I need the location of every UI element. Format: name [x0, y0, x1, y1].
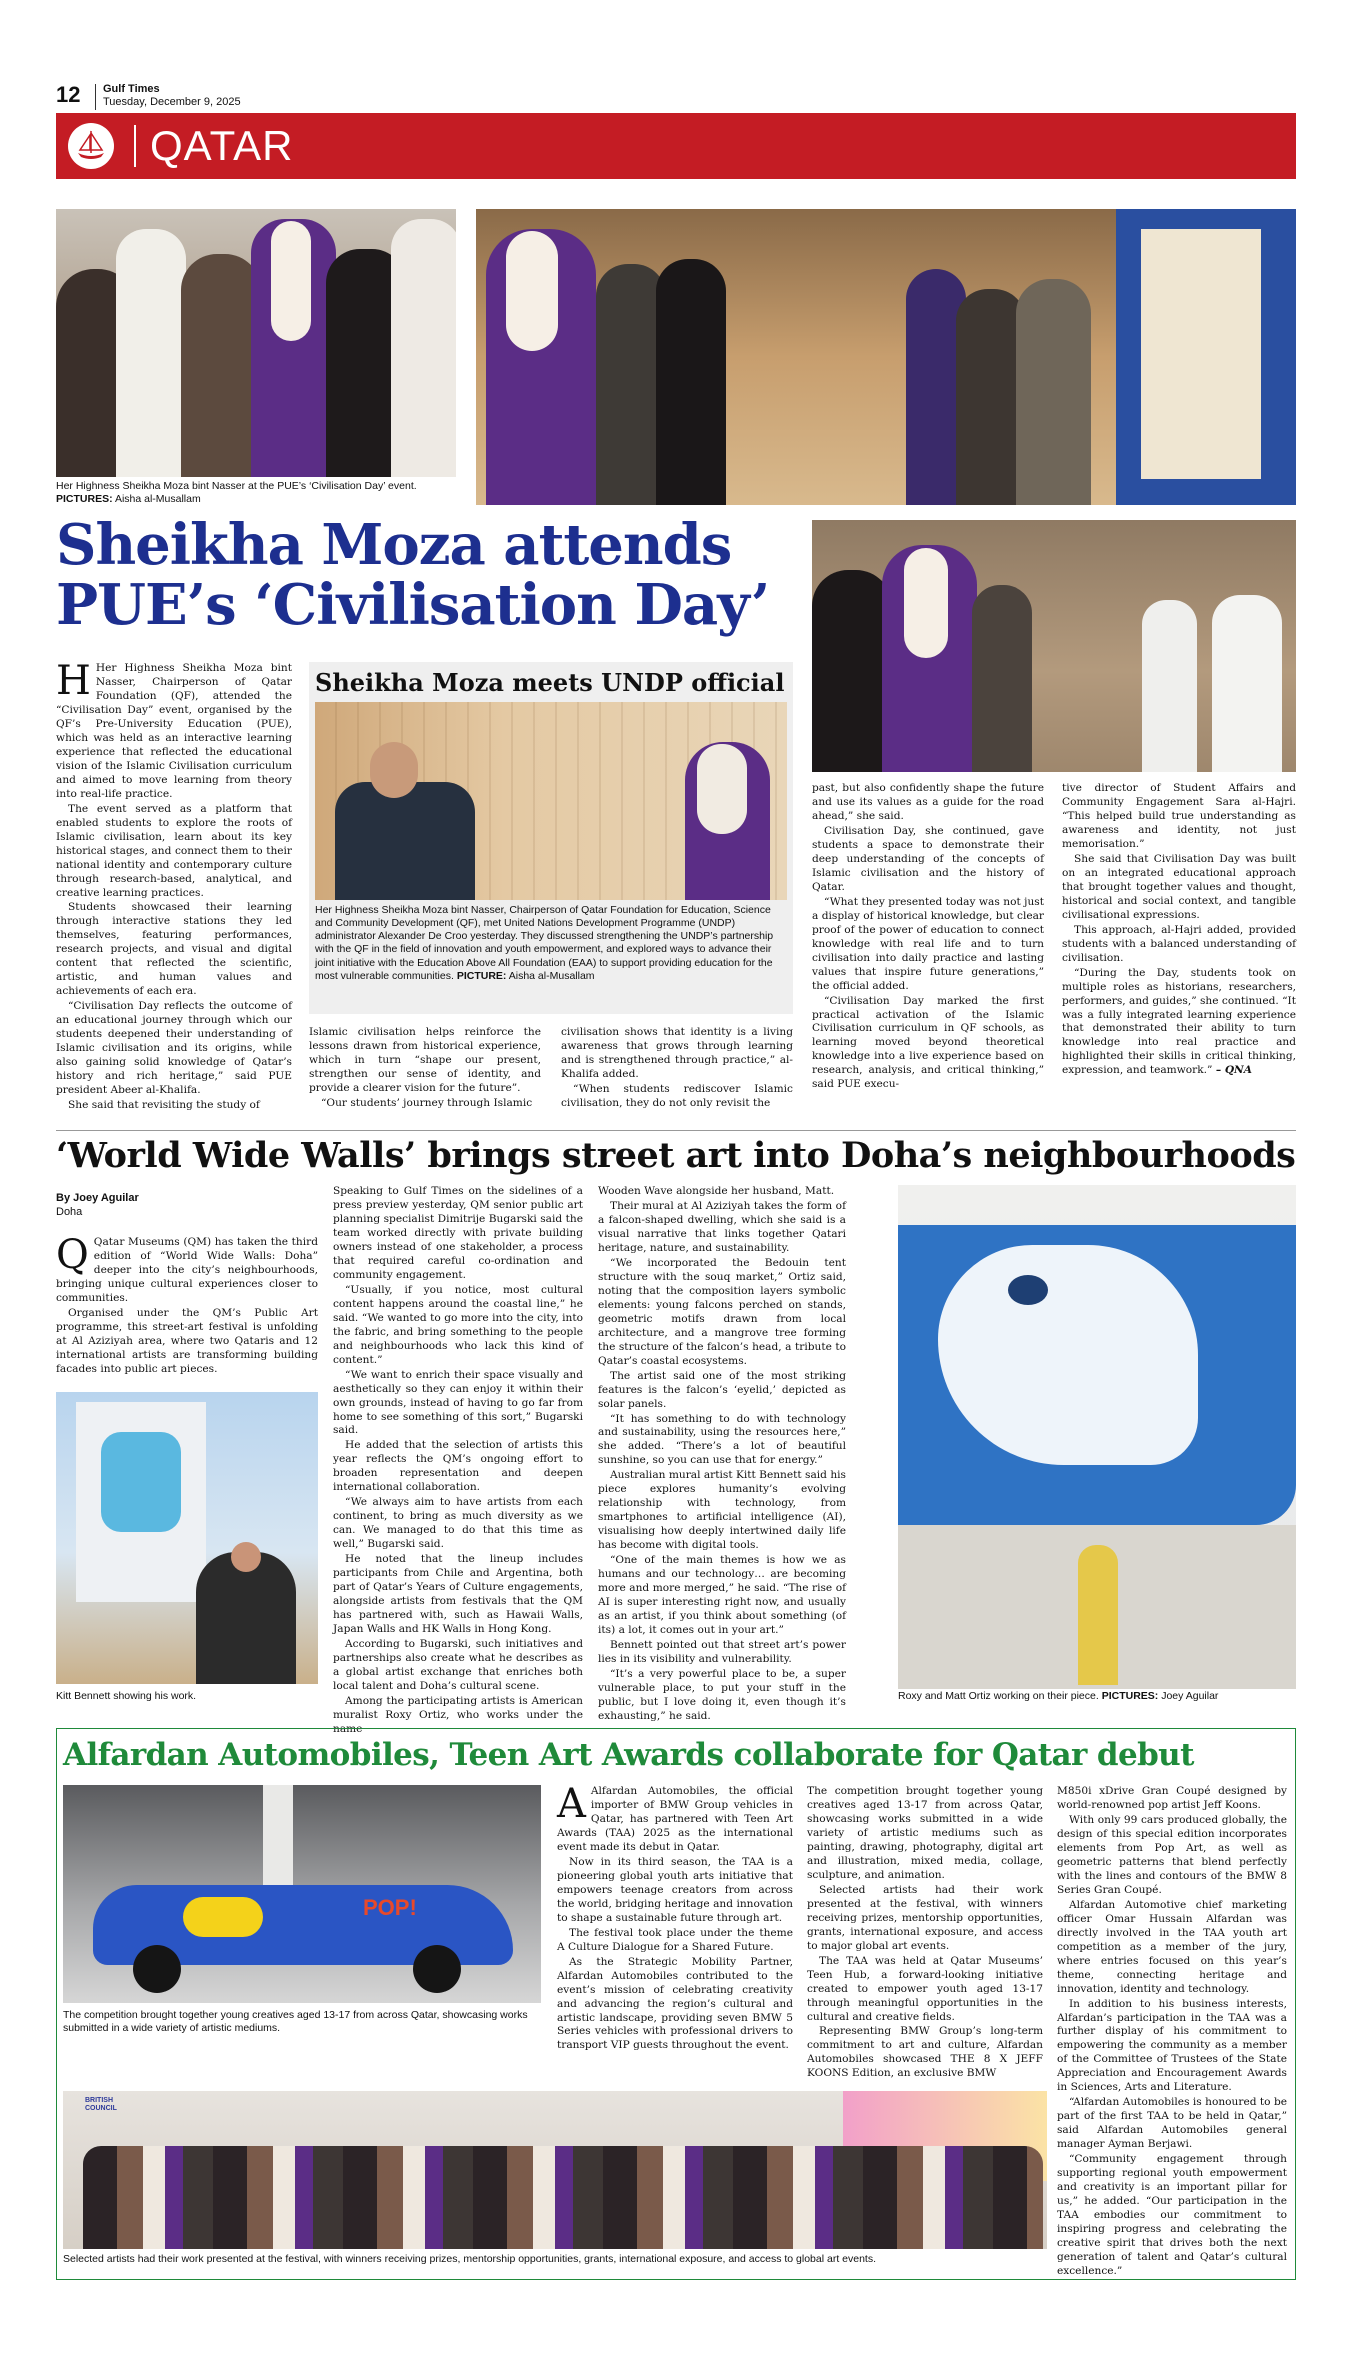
paragraph: “Civilisation Day marked the first practical activation of the Islamic Civilisation curriculum in QF schools, as learning moved beyond theoretical knowledge into a live experience based on research, analysis, and critical thinking,” said PUE execu-	[812, 994, 1044, 1091]
signoff: – QNA	[1215, 1064, 1252, 1077]
article3-headline: Alfardan Automobiles, Teen Art Awards collaborate for Qatar debut	[63, 1737, 1194, 1773]
ortiz-caption	[898, 1690, 1296, 1703]
paragraph: Speaking to Gulf Times on the sidelines of a press preview yesterday, QM senior public art planning specialist Dimitrije Bugarski said the team worked directly with private building owners instead of one stakeholder, a process that required careful co-ordination and community engagement.	[333, 1185, 583, 1281]
paragraph: Wooden Wave alongside her husband, Matt.	[598, 1185, 835, 1197]
paragraph: The event served as a platform that enabled students to explore the roots of Islamic civilisation, learn about its key historical stages, and connect them to their national identity and contemporary culture through research-based, analytical, and creative learning practices.	[56, 802, 292, 899]
paragraph: The artist said one of the most striking features is the falcon’s ‘eyelid,’ depicted as solar panels.	[598, 1369, 846, 1410]
dateline: Doha	[56, 1206, 83, 1218]
alfardan-box	[56, 1728, 1296, 2280]
paragraph: “Alfardan Automobiles is honoured to be part of the first TAA to be held in Qatar,” said Alfardan Automobiles general manager Ayman Berjawi.	[1057, 2096, 1287, 2151]
credit-name: Joey Aguilar	[1161, 1690, 1219, 1702]
sidebar-caption-text: Her Highness Sheikha Moza bint Nasser, Chairperson of Qatar Foundation for Education, Science and Community Development (QF), met United Nations Development Programme (UNDP) administrator Alexander De Croo yesterday. They discussed strengthening the UNDP’s partnership with the QF in the field of innovation and youth empowerment, and explored ways to advance their joint initiative with the Education Above All Foundation (EAA) to support providing education for the most vulnerable communities.	[315, 904, 774, 982]
sidebar-credit-label: PICTURE:	[456, 969, 507, 982]
page-number: 12	[56, 82, 81, 107]
paragraph: Students showcased their learning through interactive stations they led themselves, featuring performances, research projects, and visual and digital content that reflected the scientific, artistic, and human values and achievements of each era.	[56, 901, 292, 998]
paragraph: “During the Day, students took on multiple roles as historians, researchers, performers, and guides,” she continued. “It was a fully integrated learning experience that demonstrated their ability to turn knowledge into real practice and highlighted their skills in critical thinking, expression, and teamwork.” – QNA	[1062, 966, 1296, 1077]
credit-name: Aisha al-Musallam	[114, 493, 201, 506]
paragraph: “It has something to do with technology and sustainability, using the resources here,” she added. “There’s a lot of beautiful sunshine, so you can use that for energy.”	[598, 1412, 846, 1467]
article1-headline	[56, 512, 816, 638]
article2-col1	[56, 1232, 318, 1378]
article2-col3	[598, 1185, 846, 1725]
paragraph: A Alfardan Automobiles, the official importer of BMW Group vehicles in Qatar, has partnered with Teen Art Awards (TAA) 2025 as the international event made its debut in Qatar.	[557, 1781, 793, 1853]
credit-label: PICTURES:	[1101, 1690, 1159, 1702]
article1-col3	[561, 1026, 793, 1112]
paragraph: tive director of Student Affairs and Community Engagement Sara al-Hajri. “This helped build true understanding as awareness and identity, not just memorisation.”	[1062, 782, 1296, 850]
caption-text: Her Highness Sheikha Moza bint Nasser at the PUE’s ‘Civilisation Day’ event.	[56, 480, 417, 492]
paragraph: “Civilisation Day reflects the outcome of an educational journey through which our students deepened their understanding of Islamic civilisation and its origins, while also gaining solid knowledge of Qatar’s history and rich heritage,” said PUE president Abeer al-Khalifa.	[56, 1000, 292, 1097]
paragraph: With only 99 cars produced globally, the design of this special edition incorporates elements from Pop Art, as well as geometric patterns that blend perfectly with the lines and contours of the BMW 8 Series Gran Coupé.	[1057, 1813, 1287, 1896]
paragraph: “One of the main themes is how we as humans and our technology… are becoming more and more merged,” he said. “The rise of AI is super interesting right now, and usually as an artist, if you think about something (of its) a lot, it comes out in your art.”	[598, 1554, 846, 1637]
british-council-logo: BRITISH COUNCIL	[85, 2097, 117, 2112]
ortiz-caption-text: Roxy and Matt Ortiz working on their piece.	[898, 1690, 1099, 1702]
paragraph: Bennett pointed out that street art’s power lies in its visibility and vulnerability.	[598, 1639, 846, 1665]
article3-col1	[557, 1781, 793, 2054]
article2-divider	[56, 1130, 1296, 1131]
paragraph: According to Bugarski, such initiatives and partnerships also create what he describes as a global artist exchange that enriches both local talent and Doha’s cultural scene.	[333, 1638, 583, 1692]
kitt-bennett-photo	[56, 1392, 318, 1684]
credit-label: PICTURES:	[56, 493, 113, 506]
moza-event-photo-right	[476, 209, 1296, 505]
article3-col2	[807, 1785, 1043, 2082]
paragraph: Australian mural artist Kitt Bennett said his piece explores humanity’s evolving relationship with technology, from smartphones to artificial intelligence (AI), visualising how deeply intertwined daily life has become with digital tools.	[598, 1469, 846, 1552]
masthead-divider	[95, 84, 96, 110]
paragraph: Representing BMW Group’s long-term commitment to art and culture, Alfardan Automobiles showcased THE 8 X JEFF KOONS Edition, an exclusive BMW	[807, 2025, 1043, 2080]
moza-event-photo-left	[56, 209, 456, 477]
paragraph: past, but also confidently shape the future and use its values as a guide for the road ahead,” she said.	[812, 782, 1044, 822]
issue-date: Tuesday, December 9, 2025	[103, 96, 241, 108]
banner-divider	[134, 125, 136, 167]
undp-sidebar-box	[309, 662, 793, 1014]
paragraph: Civilisation Day, she continued, gave students a space to demonstrate their deep understanding of the concepts of Islamic civilisation and the history of Qatar.	[812, 824, 1044, 893]
article1-col5	[1062, 782, 1296, 1079]
paragraph: Islamic civilisation helps reinforce the lessons drawn from historical experience, which in turn “shape our present, strengthen our sense of identity, and provide a clearer vision for the future”.	[309, 1026, 541, 1094]
paragraph: “Our students’ journey through Islamic	[321, 1096, 533, 1109]
paragraph: H Her Highness Sheikha Moza bint Nasser, Chairperson of Qatar Foundation (QF), attended the “Civilisation Day” event, organised by the QF’s Pre-University Education (PUE), which was held as an interactive learning experience that reflected the educational vision of the Islamic Civilisation curriculum and aimed to move learning from theory into real-life practice.	[56, 658, 292, 800]
taa-group-photo	[63, 2091, 1047, 2249]
paragraph: “We incorporated the Bedouin tent structure with the souq market,” Ortiz said, noting that the composition layers symbolic elements: young falcons perched on stands, geometric motifs drawn from local architecture, and a mangrove tree forming the structure of the falcon’s head, a tribute to Qatar’s coastal ecosystems.	[598, 1256, 846, 1367]
article3-col3	[1057, 1785, 1287, 2280]
headline-line1: Sheikha Moza attends	[56, 512, 732, 578]
paragraph: civilisation shows that identity is a living awareness that grows through learning and is strengthened through practice,” al-Khalifa added.	[561, 1026, 793, 1080]
paragraph: He added that the selection of artists this year reflects the QM’s ongoing effort to broaden representation and deepen international collaboration.	[333, 1439, 583, 1494]
section-title: QATAR	[150, 122, 294, 169]
paragraph: This approach, al-Hajri added, provided students with a balanced understanding of civilisation.	[1062, 923, 1296, 964]
paragraph: “We want to enrich their space visually and aesthetically so they can enjoy it within their own grounds, instead of having to go far from home to see something of this sort,” Bugarski said.	[333, 1368, 583, 1437]
paragraph: “We always aim to have artists from each continent, to bring as much diversity as we can. We managed to do that this time as well,” Bugarski said.	[333, 1496, 583, 1551]
article1-col1	[56, 658, 292, 1114]
moza-photo-caption	[56, 480, 456, 506]
car-caption: The competition brought together young creatives aged 13-17 from across Qatar, showcasing works submitted in a wide variety of artistic mediums.	[63, 2009, 528, 2035]
paragraph: The festival took place under the theme A Culture Dialogue for a Shared Future.	[557, 1926, 793, 1953]
paragraph: “It’s a very powerful place to be, a super vulnerable place, to put your stuff in the public, but I love doing it, even though it’s exhausting,” he said.	[598, 1667, 846, 1722]
sidebar-headline: Sheikha Moza meets UNDP official	[315, 668, 785, 697]
sidebar-credit: Aisha al-Musallam	[508, 969, 595, 982]
paragraph: She said that revisiting the study of	[68, 1099, 260, 1112]
sidebar-caption	[315, 904, 785, 983]
paragraph: She said that Civilisation Day was built on an integrated educational approach that brought together values and thought, historical and social context, and tangible civilisational expressions.	[1062, 852, 1296, 921]
paragraph: “When students rediscover Islamic civilisation, they do not only revisit the	[561, 1082, 793, 1109]
paragraph: Their mural at Al Aziziyah takes the form of a falcon-shaped dwelling, which she said is a visual narrative that links together Qatari heritage, nature, and sustainability.	[598, 1199, 846, 1254]
paragraph: Among the participating artists is American muralist Roxy Ortiz, who works under the name	[333, 1694, 583, 1735]
article2-col2	[333, 1185, 583, 1738]
paragraph: Now in its third season, the TAA is a pioneering global youth arts initiative that empowers teenage creators from across the world, bridging heritage and innovation to shape a sustainable future through art.	[557, 1855, 793, 1924]
article2-headline: ‘World Wide Walls’ brings street art into Doha’s neighbourhoods	[56, 1135, 1296, 1176]
car-pop-text: POP!	[363, 1895, 417, 1920]
article1-col2	[309, 1026, 541, 1112]
paragraph: Selected artists had their work presented at the festival, with winners receiving prizes, mentorship opportunities, grants, international exposure, and access to major global art events.	[807, 1883, 1043, 1952]
dhow-icon	[68, 123, 114, 169]
kitt-caption: Kitt Bennett showing his work.	[56, 1690, 197, 1702]
article1-col4	[812, 782, 1044, 1093]
section-banner	[56, 113, 1296, 179]
paper-name: Gulf Times	[103, 83, 160, 95]
paragraph: “What they presented today was not just a display of historical knowledge, but clear proof of the power of education to connect knowledge with real life and to turn civilisation into daily practice and lasting values that inspire future generations,” the official added.	[812, 895, 1044, 992]
paragraph: Q Qatar Museums (QM) has taken the third edition of “World Wide Walls: Doha” deeper into the city’s neighbourhoods, bringing unique cultural experiences closer to communities.	[56, 1232, 318, 1304]
paragraph: As the Strategic Mobility Partner, Alfardan Automobiles contributed to the event’s mission of celebrating creativity and advancing the region’s cultural and artistic landscape, providing seven BMW 5 Series vehicles with professional drivers to transport VIP guests throughout the event.	[557, 1955, 793, 2052]
bmw-art-car-photo	[63, 1785, 541, 2003]
falcon-mural-photo	[898, 1185, 1296, 1689]
paragraph: The TAA was held at Qatar Museums’ Teen Hub, a forward-looking initiative created to empower youth aged 13-17 through meaningful opportunities in the cultural and creative fields.	[807, 1954, 1043, 2023]
paragraph: The competition brought together young creatives aged 13-17 from across Qatar, showcasing works submitted in a wide variety of artistic mediums such as painting, drawing, photography, digital art and illustration, mixed media, collage, sculpture, and animation.	[807, 1785, 1043, 1881]
paragraph: Alfardan Automotive chief marketing officer Omar Hussain Alfardan was directly involved in the TAA youth art competition as a member of the jury, where entries focused on this year’s theme, connecting heritage and innovation, identity and technology.	[1057, 1898, 1287, 1995]
moza-students-photo	[812, 520, 1296, 772]
headline-line2: PUE’s ‘Civilisation Day’	[56, 572, 770, 638]
paragraph: He noted that the lineup includes participants from Chile and Argentina, both part of Qatar’s Years of Culture engagements, alongside artists from festivals that the QM has partnered with, such as Hawaii Walls, Japan Walls and HK Walls in Hong Kong.	[333, 1553, 583, 1636]
byline: By Joey Aguilar	[56, 1192, 139, 1204]
paragraph: In addition to his business interests, Alfardan’s participation in the TAA was a further display of his commitment to empowering the community as a member of the Committee of Trustees of the State Appreciation and Encouragement Awards in Sciences, Arts and Literature.	[1057, 1997, 1287, 2094]
group-caption: Selected artists had their work presented at the festival, with winners receiving prizes, mentorship opportunities, grants, international exposure, and access to global art events.	[63, 2253, 877, 2265]
paragraph: “Usually, if you notice, most cultural content happens around the coastal line,” he said. “We wanted to go more into the city, into the fabric, and bring something to the people and neighbourhoods who lack this kind of content.”	[333, 1283, 583, 1366]
paragraph: M850i xDrive Gran Coupé designed by world-renowned pop artist Jeff Koons.	[1057, 1785, 1287, 1811]
paragraph: “Community engagement through supporting regional youth empowerment and creativity is an important pillar for us,” he added. “Our participation in the TAA embodies our commitment to inspiring progress and celebrating the creative spirit that drives both the next generation of talent and Qatar’s cultural excellence.”	[1057, 2153, 1287, 2277]
paragraph: Organised under the QM’s Public Art programme, this street-art festival is unfolding at Al Aziziyah area, where two Qataris and 12 international artists are transforming building facades into public art pieces.	[56, 1306, 318, 1375]
undp-meeting-photo	[315, 702, 787, 900]
